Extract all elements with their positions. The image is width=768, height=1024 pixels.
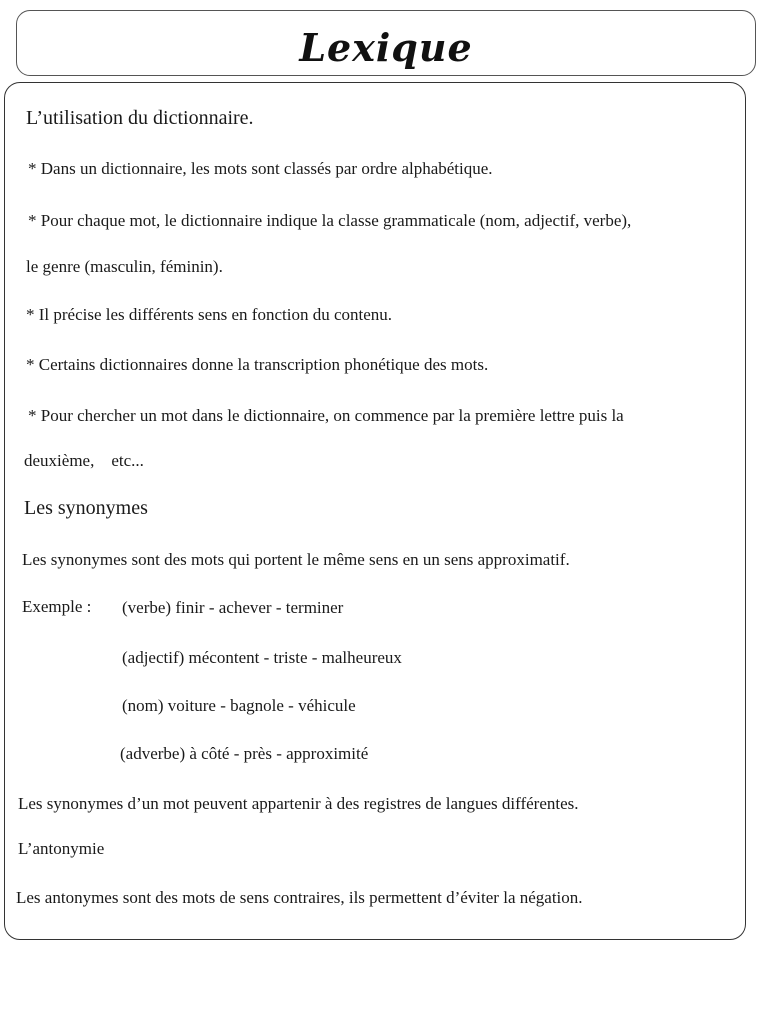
synonymes-definition: Les synonymes sont des mots qui portent le même sens en un sens approximatif. xyxy=(22,550,570,569)
paragraph-line: le genre (masculin, féminin). xyxy=(26,257,223,276)
paragraph-line: * Dans un dictionnaire, les mots sont classés par ordre alphabétique. xyxy=(28,159,493,178)
title-banner xyxy=(16,10,756,76)
section-heading-dictionnaire: L’utilisation du dictionnaire. xyxy=(26,107,254,129)
paragraph-line: * Il précise les différents sens en fonction du contenu. xyxy=(26,305,393,324)
antonymie-definition: Les antonymes sont des mots de sens contraires, ils permettent d’éviter la négation. xyxy=(16,888,583,907)
example-item: (adjectif) mécontent - triste - malheureux xyxy=(122,648,402,667)
example-item: (verbe) finir - achever - terminer xyxy=(122,598,344,617)
paragraph-line: deuxième, etc... xyxy=(24,451,144,470)
paragraph-line: * Certains dictionnaires donne la transcription phonétique des mots. xyxy=(26,355,489,374)
example-item: (adverbe) à côté - près - approximité xyxy=(120,744,369,763)
page-title: Lexique xyxy=(299,25,473,70)
example-label: Exemple : xyxy=(22,597,92,616)
paragraph-line: * Pour chaque mot, le dictionnaire indique la classe grammaticale (nom, adjectif, verbe), xyxy=(28,211,632,230)
section-heading-synonymes: Les synonymes xyxy=(24,497,148,519)
example-item: (nom) voiture - bagnole - véhicule xyxy=(122,696,356,715)
section-heading-antonymie: L’antonymie xyxy=(18,839,105,858)
paragraph-line: * Pour chercher un mot dans le dictionnaire, on commence par la première lettre puis la xyxy=(28,406,624,425)
synonymes-note: Les synonymes d’un mot peuvent appartenir à des registres de langues différentes. xyxy=(18,794,579,813)
